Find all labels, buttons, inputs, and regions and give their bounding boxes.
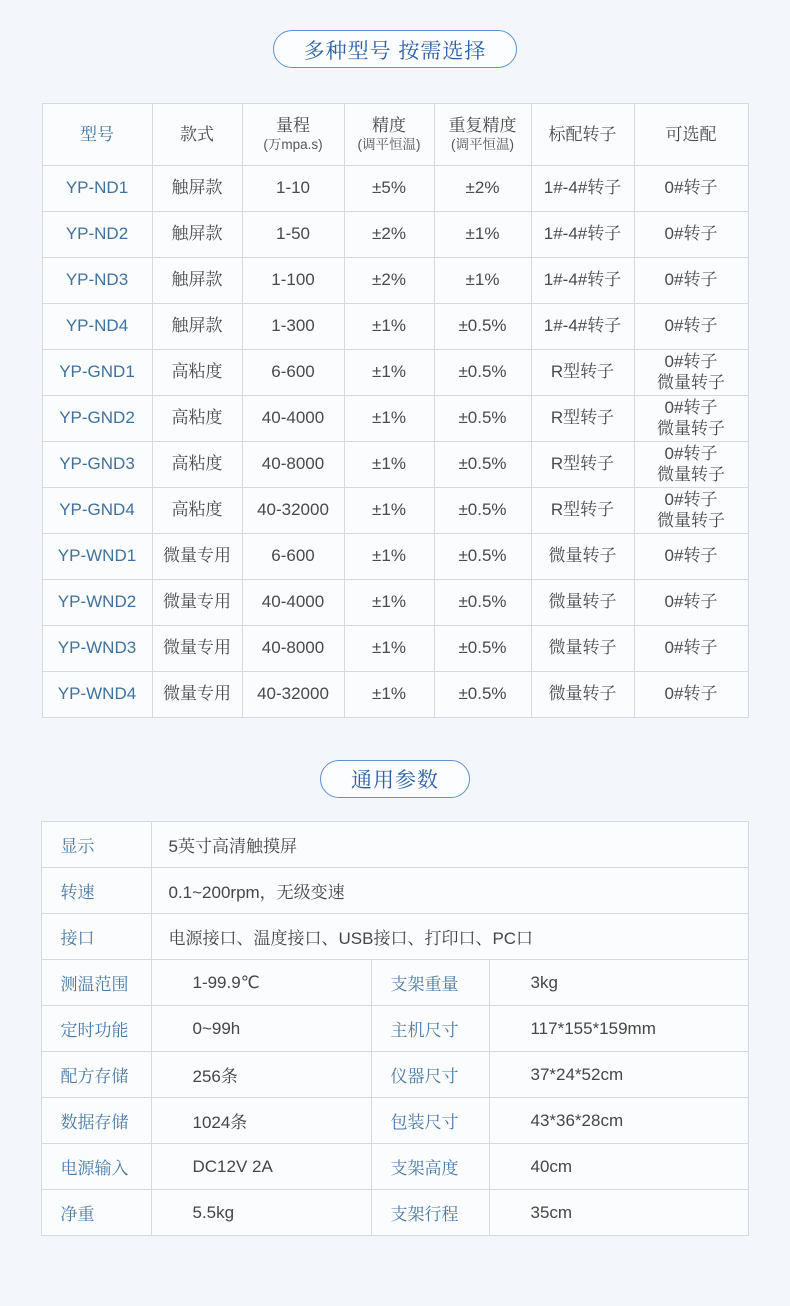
accuracy-cell: ±2% [344,212,434,258]
param-label-left: 定时功能 [42,1006,152,1052]
param-value-left: 0~99h [152,1006,372,1052]
header-optional-label: 可选配 [665,124,717,144]
optional-line1: 0#转子 [664,684,718,704]
accuracy-cell: ±1% [344,350,434,396]
model-row [42,350,748,396]
param-value-right: 40cm [490,1144,748,1190]
general-pair-row [42,1098,748,1144]
accuracy-cell: ±1% [344,534,434,580]
accuracy-cell: ±1% [344,580,434,626]
rotor-cell: R型转子 [531,350,634,396]
accuracy-cell: ±5% [344,166,434,212]
models-table-body [42,166,748,718]
rotor-cell: R型转子 [531,488,634,534]
model-name-cell: YP-ND4 [42,304,152,350]
accuracy-cell: ±1% [344,396,434,442]
param-value-right: 117*155*159mm [490,1006,748,1052]
optional-cell [634,304,748,350]
model-row [42,304,748,350]
rotor-cell: 微量转子 [531,672,634,718]
model-name-cell: YP-ND1 [42,166,152,212]
model-row [42,258,748,304]
range-cell: 40-8000 [242,626,344,672]
model-row [42,626,748,672]
general-full-row [42,822,748,868]
optional-cell [634,580,748,626]
optional-cell [634,212,748,258]
accuracy-cell: ±1% [344,442,434,488]
style-cell: 触屏款 [152,258,242,304]
repeatability-cell: ±1% [434,212,531,258]
optional-cell [634,672,748,718]
repeatability-cell: ±0.5% [434,304,531,350]
param-label: 显示 [42,822,152,868]
repeatability-cell: ±0.5% [434,396,531,442]
param-value-right: 37*24*52cm [490,1052,748,1098]
param-value-left: 1024条 [152,1098,372,1144]
model-row [42,672,748,718]
rotor-cell: 微量转子 [531,626,634,672]
optional-line1: 0#转子 [664,490,718,510]
model-name-cell: YP-ND2 [42,212,152,258]
style-cell: 微量专用 [152,672,242,718]
optional-line1: 0#转子 [664,270,718,290]
optional-line2: 微量转子 [657,418,725,438]
header-accuracy-label: 精度 [372,116,406,136]
style-cell: 触屏款 [152,166,242,212]
model-row [42,534,748,580]
header-range [242,104,344,166]
model-row [42,396,748,442]
optional-line1: 0#转子 [664,444,718,464]
repeatability-cell: ±2% [434,166,531,212]
rotor-cell: 1#-4#转子 [531,304,634,350]
general-section-title [320,760,470,798]
model-row [42,212,748,258]
param-value-right: 43*36*28cm [490,1098,748,1144]
model-name-cell: YP-WND2 [42,580,152,626]
spec-sheet-page [0,30,790,1306]
optional-line1: 0#转子 [664,546,718,566]
param-value-left: 1-99.9℃ [152,960,372,1006]
header-optional [634,104,748,166]
models-table [42,103,749,718]
accuracy-cell: ±1% [344,488,434,534]
param-label-right: 支架高度 [372,1144,490,1190]
accuracy-cell: ±2% [344,258,434,304]
model-name-cell: YP-WND4 [42,672,152,718]
header-range-sub: (万mpa.s) [263,137,323,153]
param-label-left: 测温范围 [42,960,152,1006]
repeatability-cell: ±0.5% [434,488,531,534]
models-header-row [42,104,748,166]
param-label-left: 数据存储 [42,1098,152,1144]
rotor-cell: 微量转子 [531,580,634,626]
rotor-cell: 微量转子 [531,534,634,580]
param-label-right: 仪器尺寸 [372,1052,490,1098]
optional-cell [634,396,748,442]
range-cell: 6-600 [242,350,344,396]
param-label-left: 电源输入 [42,1144,152,1190]
range-cell: 40-4000 [242,580,344,626]
repeatability-cell: ±1% [434,258,531,304]
header-range-label: 量程 [276,116,310,136]
range-cell: 40-8000 [242,442,344,488]
repeatability-cell: ±0.5% [434,672,531,718]
optional-cell [634,626,748,672]
param-value-right: 3kg [490,960,748,1006]
repeatability-cell: ±0.5% [434,442,531,488]
param-label-left: 配方存储 [42,1052,152,1098]
optional-cell [634,166,748,212]
style-cell: 高粘度 [152,396,242,442]
general-section-title-text: 通用参数 [351,769,439,792]
model-name-cell: YP-ND3 [42,258,152,304]
optional-line1: 0#转子 [664,592,718,612]
range-cell: 1-10 [242,166,344,212]
accuracy-cell: ±1% [344,626,434,672]
general-table [41,821,748,1236]
header-repeatability [434,104,531,166]
repeatability-cell: ±0.5% [434,626,531,672]
general-full-row [42,914,748,960]
param-value-right: 35cm [490,1190,748,1236]
style-cell: 微量专用 [152,580,242,626]
optional-line1: 0#转子 [664,224,718,244]
header-repeatability-sub: (调平恒温) [451,137,514,153]
optional-line1: 0#转子 [664,398,718,418]
general-full-row [42,868,748,914]
header-rotor-label: 标配转子 [548,124,617,144]
general-pair-row [42,1144,748,1190]
style-cell: 高粘度 [152,350,242,396]
header-style [152,104,242,166]
optional-line2: 微量转子 [657,510,725,530]
general-pair-row [42,1190,748,1236]
general-pair-row [42,1006,748,1052]
header-style-label: 款式 [180,124,214,144]
model-name-cell: YP-GND1 [42,350,152,396]
optional-line2: 微量转子 [657,464,725,484]
general-pair-row [42,1052,748,1098]
optional-line2: 微量转子 [657,372,725,392]
repeatability-cell: ±0.5% [434,350,531,396]
param-label-right: 支架行程 [372,1190,490,1236]
general-pair-row [42,960,748,1006]
param-label: 转速 [42,868,152,914]
param-value: 5英寸高清触摸屏 [152,822,748,868]
param-label-right: 主机尺寸 [372,1006,490,1052]
style-cell: 高粘度 [152,488,242,534]
models-section-title [273,30,518,68]
optional-cell [634,488,748,534]
optional-line1: 0#转子 [664,316,718,336]
header-model-label: 型号 [80,124,114,144]
model-name-cell: YP-WND1 [42,534,152,580]
header-accuracy-sub: (调平恒温) [357,137,421,153]
style-cell: 微量专用 [152,626,242,672]
style-cell: 高粘度 [152,442,242,488]
model-name-cell: YP-WND3 [42,626,152,672]
header-repeatability-label: 重复精度 [448,116,517,136]
rotor-cell: 1#-4#转子 [531,166,634,212]
range-cell: 1-100 [242,258,344,304]
style-cell: 触屏款 [152,212,242,258]
model-name-cell: YP-GND4 [42,488,152,534]
optional-cell [634,534,748,580]
header-accuracy [344,104,434,166]
optional-cell [634,258,748,304]
rotor-cell: 1#-4#转子 [531,258,634,304]
repeatability-cell: ±0.5% [434,580,531,626]
models-table-header [42,104,748,166]
optional-line1: 0#转子 [664,638,718,658]
optional-line1: 0#转子 [664,352,718,372]
optional-line1: 0#转子 [664,178,718,198]
model-name-cell: YP-GND2 [42,396,152,442]
param-value-left: 5.5kg [152,1190,372,1236]
range-cell: 40-32000 [242,672,344,718]
optional-cell [634,350,748,396]
param-value: 0.1~200rpm，无级变速 [152,868,748,914]
model-row [42,580,748,626]
header-model [42,104,152,166]
param-value-left: 256条 [152,1052,372,1098]
style-cell: 触屏款 [152,304,242,350]
range-cell: 6-600 [242,534,344,580]
range-cell: 1-50 [242,212,344,258]
range-cell: 40-4000 [242,396,344,442]
param-label-right: 包装尺寸 [372,1098,490,1144]
param-value: 电源接口、温度接口、USB接口、打印口、PC口 [152,914,748,960]
model-name-cell: YP-GND3 [42,442,152,488]
accuracy-cell: ±1% [344,672,434,718]
model-row [42,442,748,488]
accuracy-cell: ±1% [344,304,434,350]
general-table-full-rows [42,822,748,960]
header-rotor [531,104,634,166]
param-label-right: 支架重量 [372,960,490,1006]
rotor-cell: R型转子 [531,396,634,442]
rotor-cell: R型转子 [531,442,634,488]
style-cell: 微量专用 [152,534,242,580]
rotor-cell: 1#-4#转子 [531,212,634,258]
model-row [42,166,748,212]
param-value-left: DC12V 2A [152,1144,372,1190]
model-row [42,488,748,534]
optional-cell [634,442,748,488]
general-table-pair-rows [42,960,748,1236]
range-cell: 40-32000 [242,488,344,534]
range-cell: 1-300 [242,304,344,350]
repeatability-cell: ±0.5% [434,534,531,580]
models-section-title-text: 多种型号 按需选择 [303,39,487,63]
param-label-left: 净重 [42,1190,152,1236]
param-label: 接口 [42,914,152,960]
